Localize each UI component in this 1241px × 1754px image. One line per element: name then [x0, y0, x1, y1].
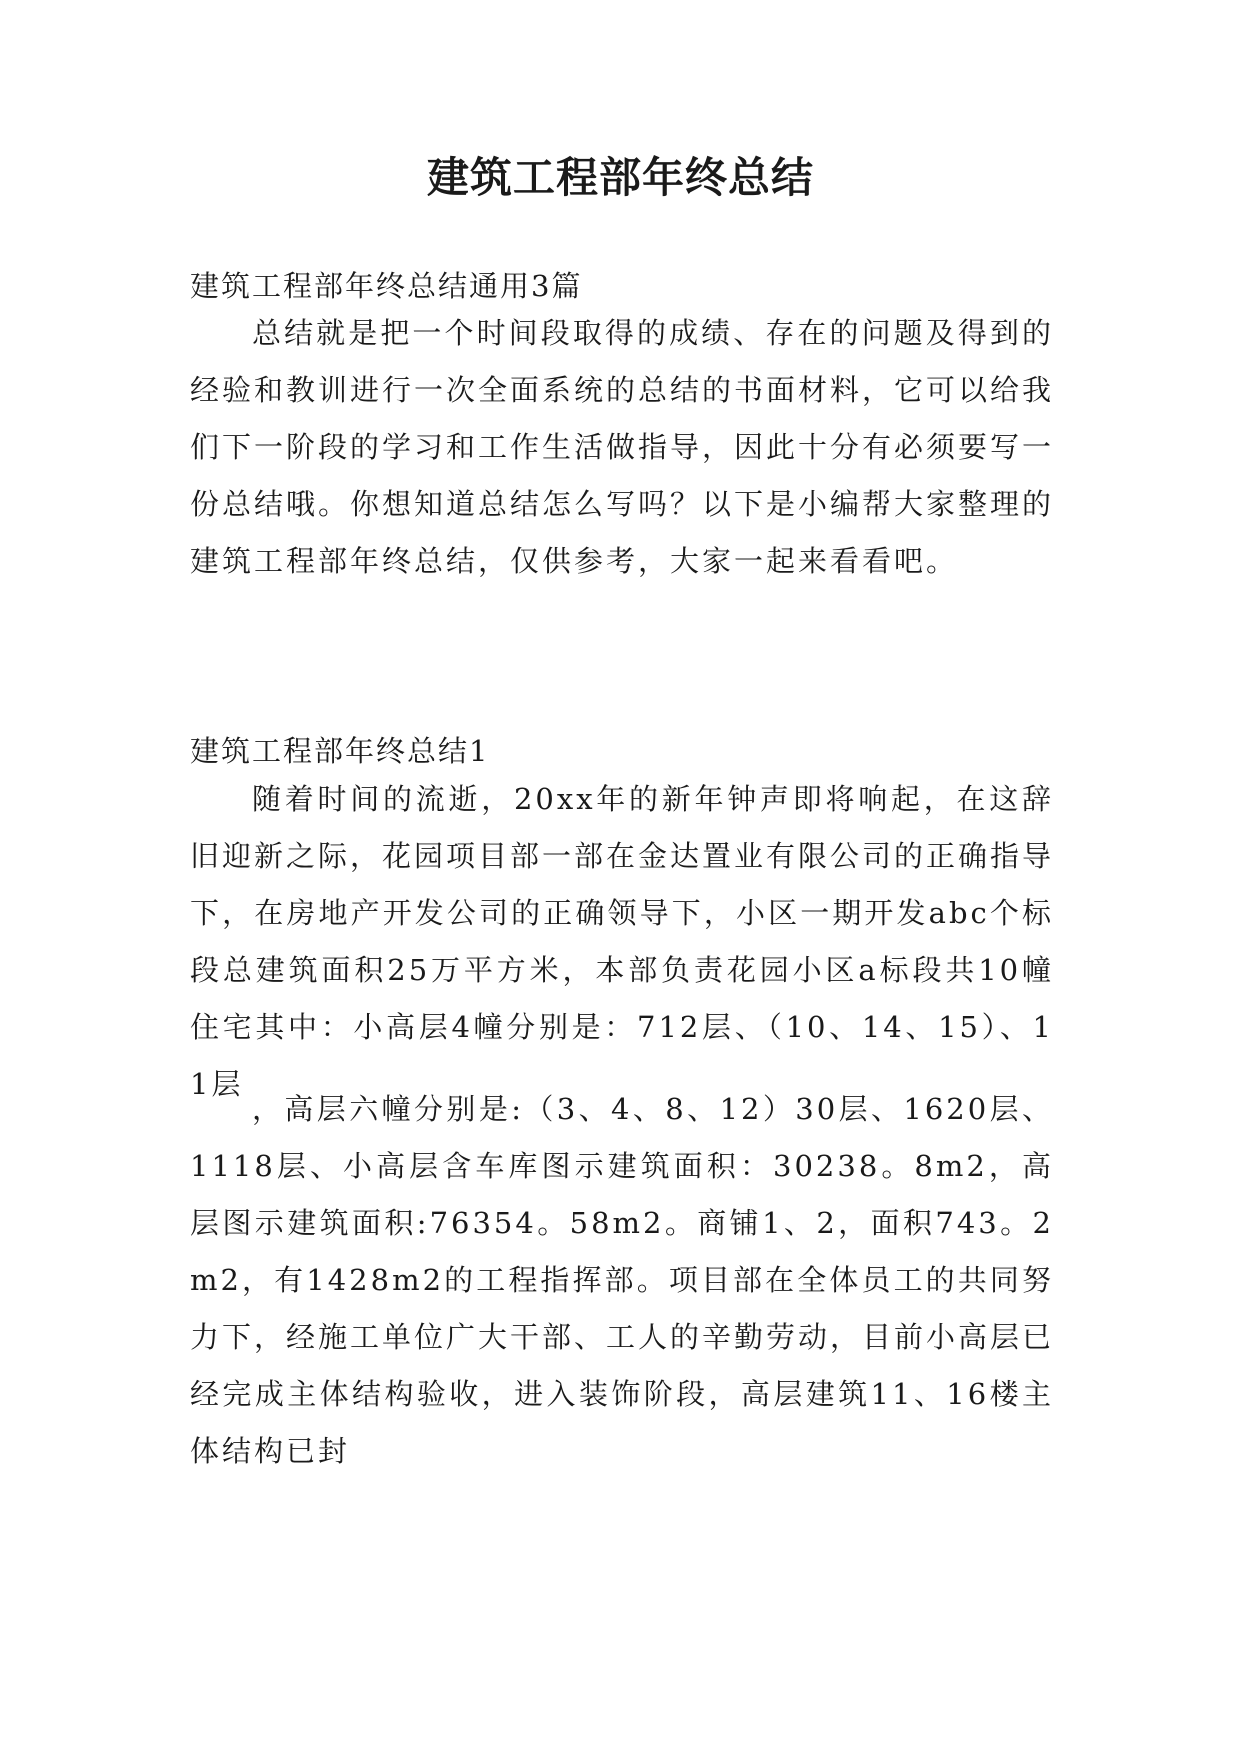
- section-heading-1: 建筑工程部年终总结1: [190, 734, 490, 768]
- document-title: 建筑工程部年终总结: [426, 153, 814, 202]
- intro-paragraph: 总结就是把一个时间段取得的成绩、存在的问题及得到的经验和教训进行一次全面系统的总结的书面材料，它可以给我们下一阶段的学习和工作生活做指导，因此十分有必须要写一份总结哦。你想知道总结怎么写吗？以下是小编帮大家整理的建筑工程部年终总结，仅供参考，大家一起来看看吧。: [190, 316, 1055, 578]
- section-1-paragraph-1: 随着时间的流逝，20xx年的新年钟声即将响起，在这辞旧迎新之际，花园项目部一部在金达置业有限公司的正确指导下，在房地产开发公司的正确领导下，小区一期开发abc个标段总建筑面积25万平方米，本部负责花园小区a标段共10幢住宅其中：小高层4幢分别是：712层、（10、14、15）、11层: [190, 782, 1055, 1101]
- document-subtitle: 建筑工程部年终总结通用3篇: [190, 269, 583, 303]
- section-1-paragraph-2: ，高层六幢分别是:（3、4、8、12）30层、1620层、1118层、小高层含车库图示建筑面积：30238。8m2，高层图示建筑面积:76354。58m2。商铺1、2，面积743。2m2，有1428m2的工程指挥部。项目部在全体员工的共同努力下，经施工单位广大干部、工人的辛勤劳动，目前小高层已经完成主体结构验收，进入装饰阶段，高层建筑11、16楼主体结构已封: [190, 1092, 1055, 1468]
